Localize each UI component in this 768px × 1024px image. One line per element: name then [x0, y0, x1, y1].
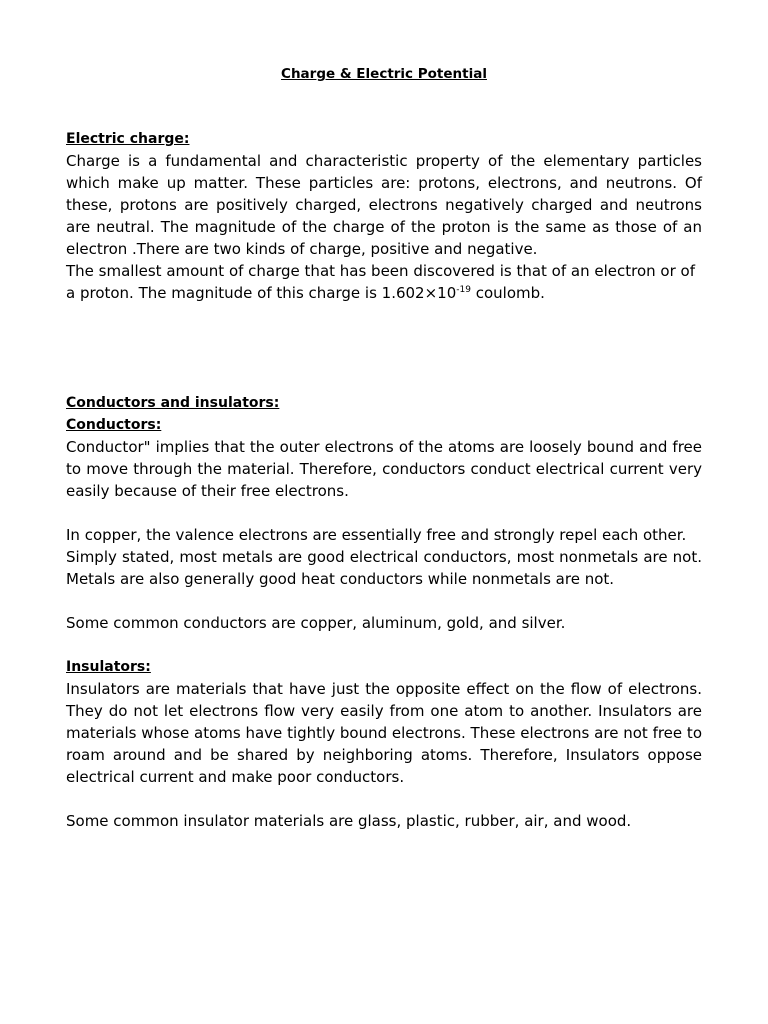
electric-charge-paragraph-1: Charge is a fundamental and characteristic property of the elementary particles which make up matter. These particles are: protons, electrons, and neutrons. Of these, protons are positively charged, electrons negatively charged and neutrons are neutral. The magnitude of the charge of the proton is the same as those of an electron .There are two kinds of charge, positive and negative. — [66, 152, 702, 258]
conductors-paragraph-2: In copper, the valence electrons are essentially free and strongly repel each other. — [66, 526, 687, 544]
electric-charge-heading: Electric charge: — [66, 131, 190, 147]
conductors-insulators-section — [66, 392, 702, 832]
conductors-paragraph-1: Conductor" implies that the outer electrons of the atoms are loosely bound and free to move through the material. Therefore, conductors conduct electrical current very easily because of their free electrons. — [66, 438, 702, 500]
charge-value-text: The smallest amount of charge that has been discovered is that of an electron or of a proton. The magnitude of this charge is 1.602×10 — [66, 262, 695, 302]
conductors-heading: Conductors: — [66, 417, 162, 433]
insulators-heading: Insulators: — [66, 659, 151, 675]
page-title: Charge & Electric Potential — [281, 66, 487, 82]
insulators-paragraph-1: Insulators are materials that have just the opposite effect on the flow of electrons. They do not let electrons flow very easily from one atom to another. Insulators are materials whose atoms have tightly bound electrons. These electrons are not free to roam around and be shared by neighboring atoms. Therefore, Insulators oppose electrical current and make poor conductors. — [66, 680, 702, 786]
insulators-paragraph-2: Some common insulator materials are glass, plastic, rubber, air, and wood. — [66, 812, 632, 830]
electric-charge-paragraph-2 — [66, 260, 702, 304]
paragraph-gap — [66, 590, 702, 612]
paragraph-gap — [66, 788, 702, 810]
conductors-paragraph-3: Simply stated, most metals are good electrical conductors, most nonmetals are not. Metals are also generally good heat conductors while nonmetals are not. — [66, 548, 702, 588]
conductors-paragraph-4: Some common conductors are copper, aluminum, gold, and silver. — [66, 614, 566, 632]
conductors-insulators-heading: Conductors and insulators: — [66, 395, 280, 411]
charge-unit-text: coulomb. — [470, 284, 545, 302]
paragraph-gap — [66, 502, 702, 524]
paragraph-gap — [66, 634, 702, 656]
electric-charge-section — [66, 128, 702, 304]
charge-exponent: -19 — [456, 285, 471, 295]
